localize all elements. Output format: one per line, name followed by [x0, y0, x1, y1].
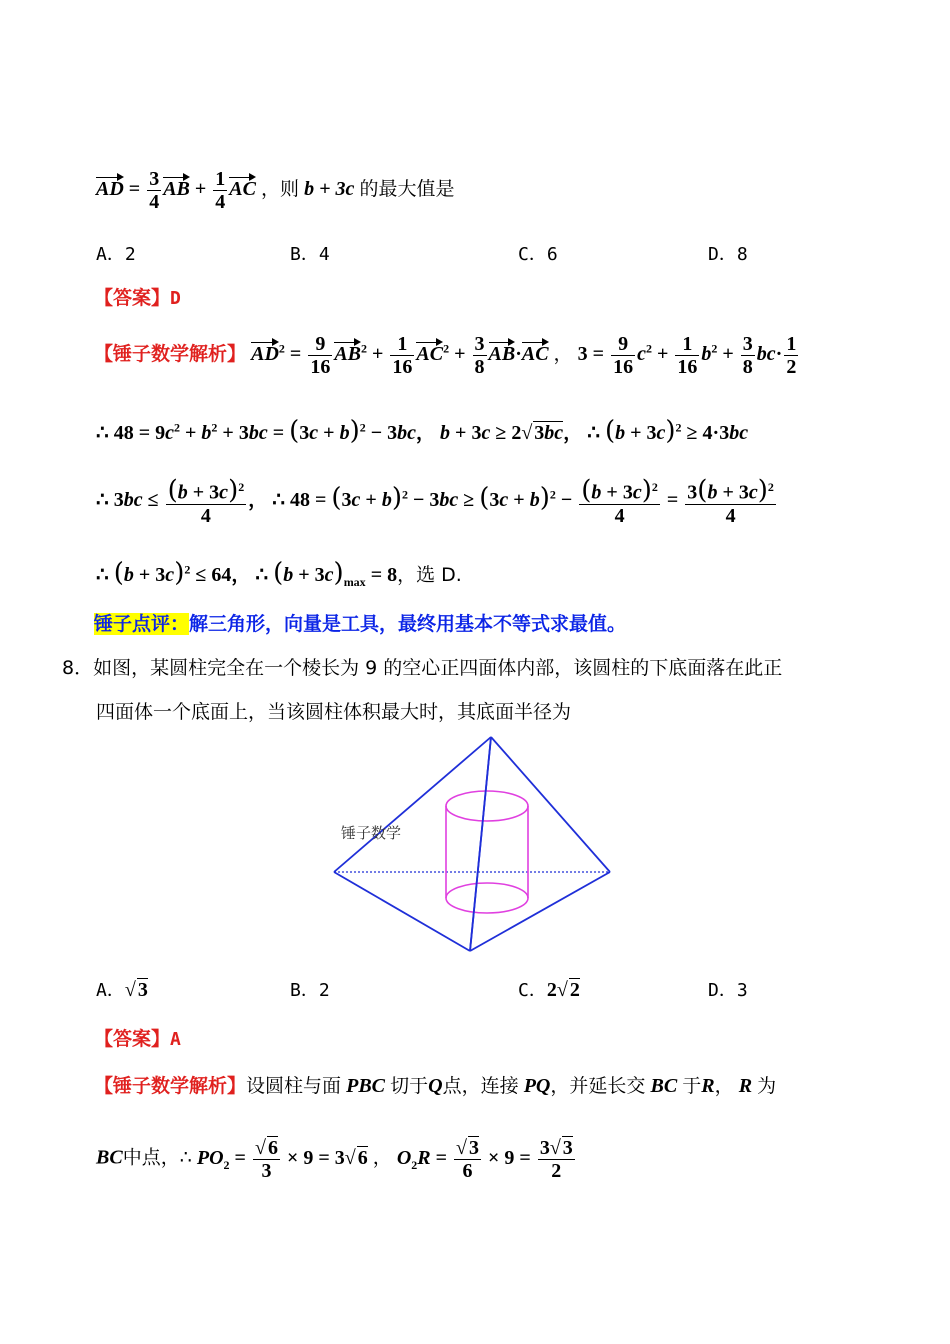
tetra-edge-right [491, 737, 610, 872]
q7-review: 锤子点评：解三角形，向量是工具，最终用基本不等式求最值。 [94, 613, 627, 635]
tetra-edge-front-over [470, 737, 491, 951]
q8-option-b[interactable]: B．2 [290, 980, 330, 1001]
tetra-edge-left [334, 737, 491, 872]
q7-analysis-line4: ∴ $(b + 3c)^2 \le 64$， ∴ $(b + 3c)_{max} = 8$，选 D. [96, 558, 462, 589]
tetra-base-left [334, 872, 470, 951]
q7-option-b[interactable]: B．4 [290, 244, 330, 265]
cylinder [446, 791, 528, 913]
q7-scalar-equation: 3 = $\frac{9}{16}$ $c^2$ + $\frac{1}{16}$ $b^2$ + $\frac{3}{8}$ bc· $\frac{1}{2}$ [577, 333, 797, 378]
q8-option-c[interactable]: C．2√ 2 [518, 979, 580, 1001]
q7-formula: AD = $\frac{3}{4}$ AB + $\frac{1}{4}$ AC [96, 168, 256, 213]
q8-po2-equation: $PO_2$ = $\frac{√ 6}{3}$ × 9 = 3√ 6 [196, 1137, 368, 1182]
q7-vector-square-equation: $AD^2$ = $\frac{9}{16}$ $AB^2$ + $\frac{1}{16}$ $AC^2$ + $\frac{3}{8}$ AB·AC [251, 333, 549, 378]
q7-condition-line: AD = $\frac{3}{4}$ AB + $\frac{1}{4}$ AC ，则 b + 3c 的最大值是 [96, 168, 455, 213]
q8-option-d[interactable]: D．3 [708, 980, 748, 1001]
q7-option-a[interactable]: A．2 [96, 244, 136, 265]
q7-option-d[interactable]: D．8 [708, 244, 748, 265]
q8-analysis-line1: 【锤子数学解析】设圆柱与面 PBC 切于Q点，连接 PQ，并延长交 BC 于R， R 为 [94, 1075, 777, 1097]
q7-option-c[interactable]: C．6 [518, 244, 558, 265]
figure-watermark: 锤子数学 [341, 824, 402, 842]
tetrahedron [334, 737, 610, 951]
q8-stem-line1: 8．如图，某圆柱完全在一个棱长为 9 的空心正四面体内部，该圆柱的下底面落在此正 [62, 657, 783, 679]
q7-answer: 【答案】D [94, 287, 181, 309]
q7-analysis-line1: 【锤子数学解析】 $AD^2$ = $\frac{9}{16}$ $AB^2$ + $\frac{1}{16}$ $AC^2$ + $\frac{3}{8}$ AB·AC ， 3 = $\frac{9}{16}$ $c^2$ + $\frac{1}{16}$ $b^2$ + $\frac{3}{8}$ bc· $\frac{1}{2}$ [94, 333, 800, 378]
cylinder-top [446, 791, 528, 821]
q8-analysis-line2: BC中点，∴ $PO_2$ = $\frac{√ 6}{3}$ × 9 = 3√ 6 ， $O_2R$ = $\frac{√ 3}{6}$ × 9 = $\frac{3√ 3}{2}$ [96, 1136, 577, 1182]
q8-option-a[interactable]: A．√ 3 [96, 979, 148, 1001]
q8-answer: 【答案】A [94, 1028, 181, 1050]
q7-analysis-line2: ∴ $48 = 9c^2 + b^2 + 3bc = (3c + b)^2 - 3bc$， b + 3c ≥ 2√ 3bc， ∴ $(b + 3c)^2 \ge 4\cdot 3bc$ [96, 416, 749, 446]
q7-analysis-line3: ∴ 3bc ≤ $\frac{(b + 3c)^2}{4}$ ， ∴ $48 = (3c + b)^2 - 3bc \ge (3c + b)^2$ − $\frac{(b + 3c)^2}{4}$ = $\frac{3(b + 3c)^2}{4}$ [96, 475, 774, 527]
q8-o2r-equation: $O_2R$ = $\frac{√ 3}{6}$ × 9 = $\frac{3√ 3}{2}$ [396, 1137, 573, 1182]
q8-stem-line2: 四面体一个底面上，当该圆柱体积最大时，其底面半径为 [96, 701, 572, 723]
cylinder-bottom [446, 883, 528, 913]
